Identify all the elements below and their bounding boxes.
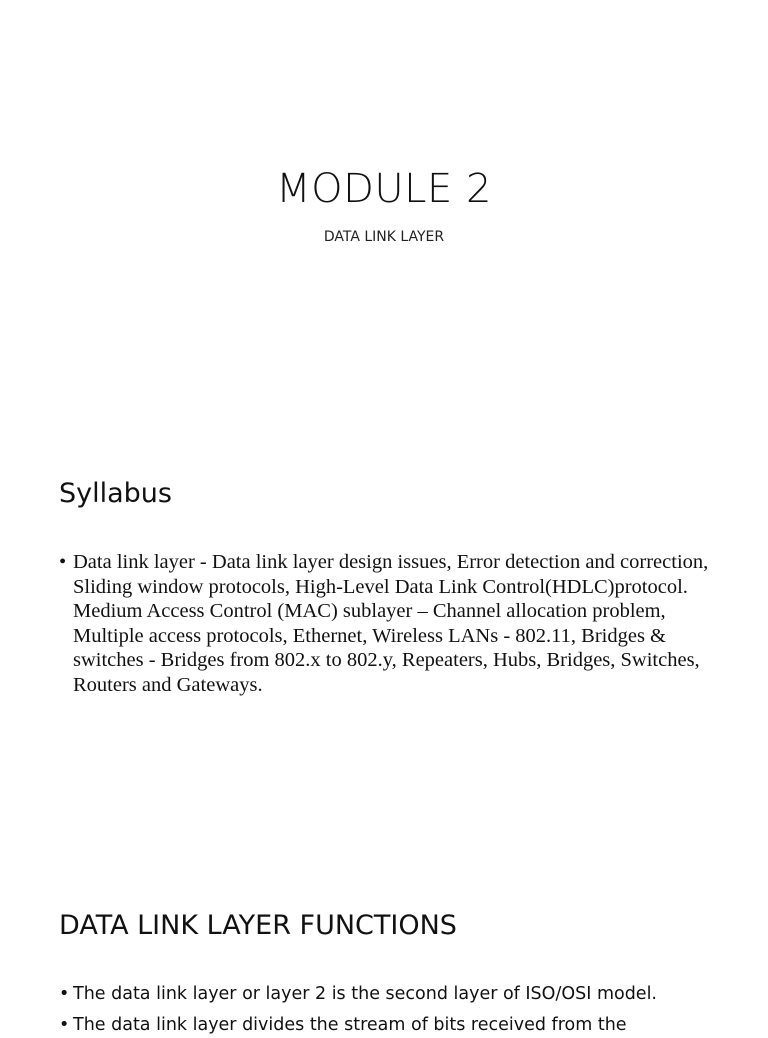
functions-bullet [59, 982, 709, 1007]
syllabus-bullet [59, 550, 709, 697]
slide-functions [0, 864, 768, 1035]
bullet-dot-icon: • [59, 551, 67, 573]
bullet-dot-icon: • [59, 1015, 70, 1035]
functions-heading: DATA LINK LAYER FUNCTIONS [59, 910, 457, 941]
module-subtitle: DATA LINK LAYER [323, 229, 445, 245]
functions-bullet [59, 1013, 709, 1038]
functions-text: The data link layer divides the stream of bits received from the [73, 1015, 627, 1035]
slide-syllabus [0, 432, 768, 862]
syllabus-heading: Syllabus [59, 478, 172, 509]
slide-title [0, 0, 768, 430]
bullet-dot-icon: • [59, 984, 70, 1004]
module-title: MODULE 2 [276, 166, 492, 212]
syllabus-text: Data link layer - Data link layer design issues, Error detection and correction, Sliding window protocols, High-Level Data Link Control(HDLC)protocol. Medium Access Control (MAC) sublayer – Channel allocation problem, Multiple access protocols, Ethernet, Wireless LANs - 802.11, Bridges & switches - Bridges from 802.x to 802.y, Repeaters, Hubs, Bridges, Switches, Routers and Gateways. [73, 551, 709, 696]
functions-text: The data link layer or layer 2 is the second layer of ISO/OSI model. [73, 984, 657, 1004]
